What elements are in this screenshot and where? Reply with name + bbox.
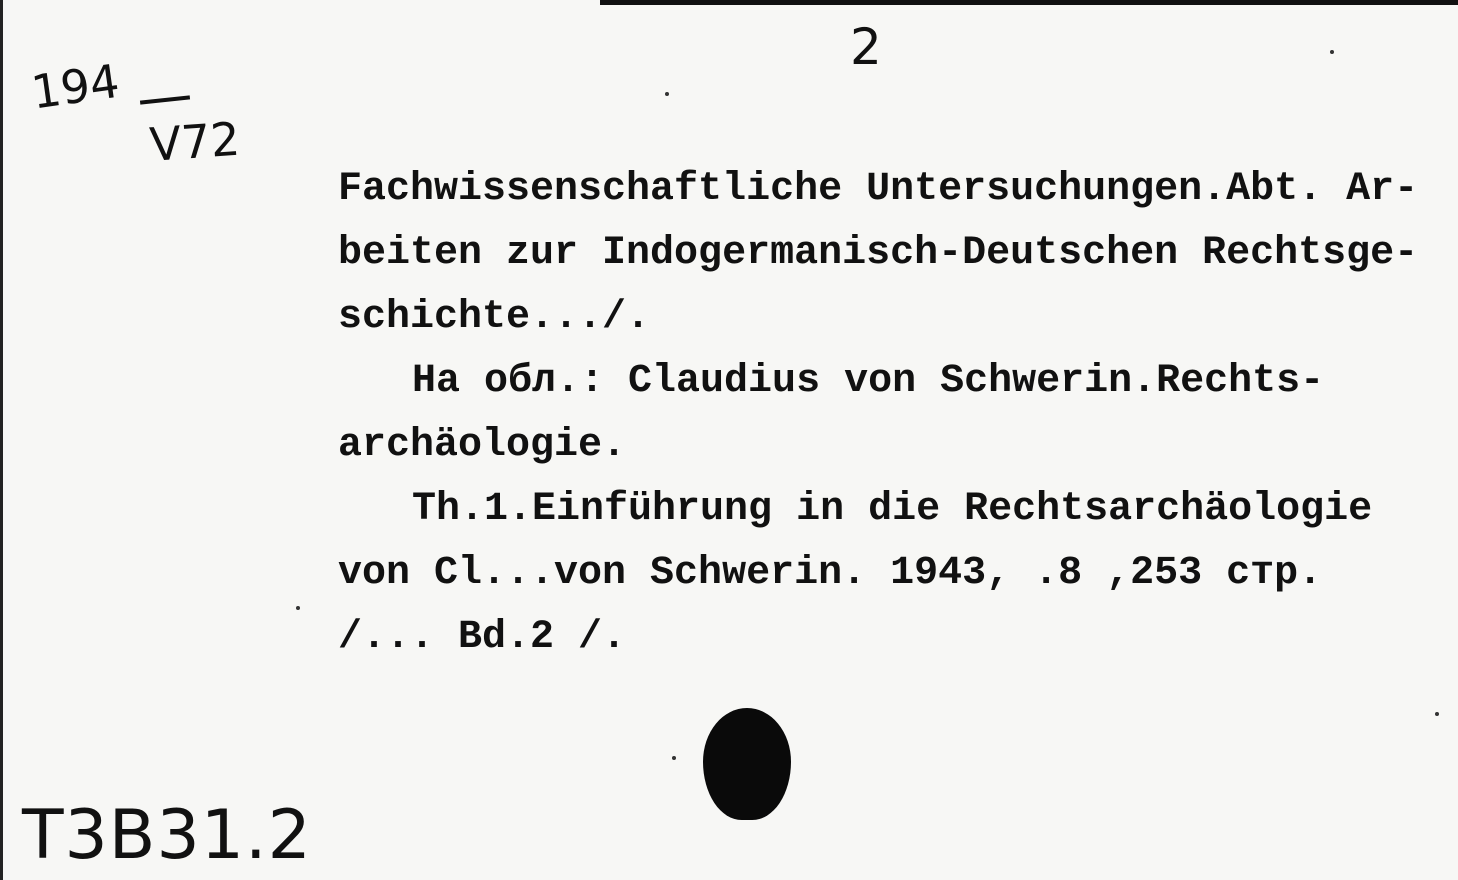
shelf-mark-divider [140, 95, 190, 104]
card-text-block [338, 158, 1448, 670]
text-line-3: schichte.../. [338, 295, 651, 340]
text-line-1: Fachwissenschaftliche Untersuchungen.Abt. Ar- [338, 167, 1419, 212]
shelf-mark-top: 194 [28, 53, 123, 120]
text-line-8: /... Bd.2 /. [338, 615, 627, 660]
call-number: T3B31.2 [22, 796, 312, 875]
ink-speck [672, 756, 676, 760]
ink-speck [665, 92, 669, 96]
text-line-7: von Cl...von Schwerin. 1943, .8 ,253 стр. [338, 551, 1323, 596]
ink-speck [296, 606, 300, 610]
shelf-mark-bottom: V72 [148, 111, 242, 172]
card-top-edge [600, 0, 1458, 5]
card-left-edge [0, 0, 3, 880]
punch-hole-icon [703, 708, 791, 820]
text-line-4: На обл.: Claudius von Schwerin.Rechts- [412, 359, 1325, 404]
page-number: 2 [850, 18, 882, 76]
text-line-6: Th.1.Einführung in die Rechtsarchäologie [412, 487, 1373, 532]
ink-speck [1330, 50, 1334, 54]
text-line-5: archäologie. [338, 423, 627, 468]
text-line-2: beiten zur Indogermanisch-Deutschen Rechtsge- [338, 231, 1419, 276]
ink-speck [1435, 712, 1439, 716]
